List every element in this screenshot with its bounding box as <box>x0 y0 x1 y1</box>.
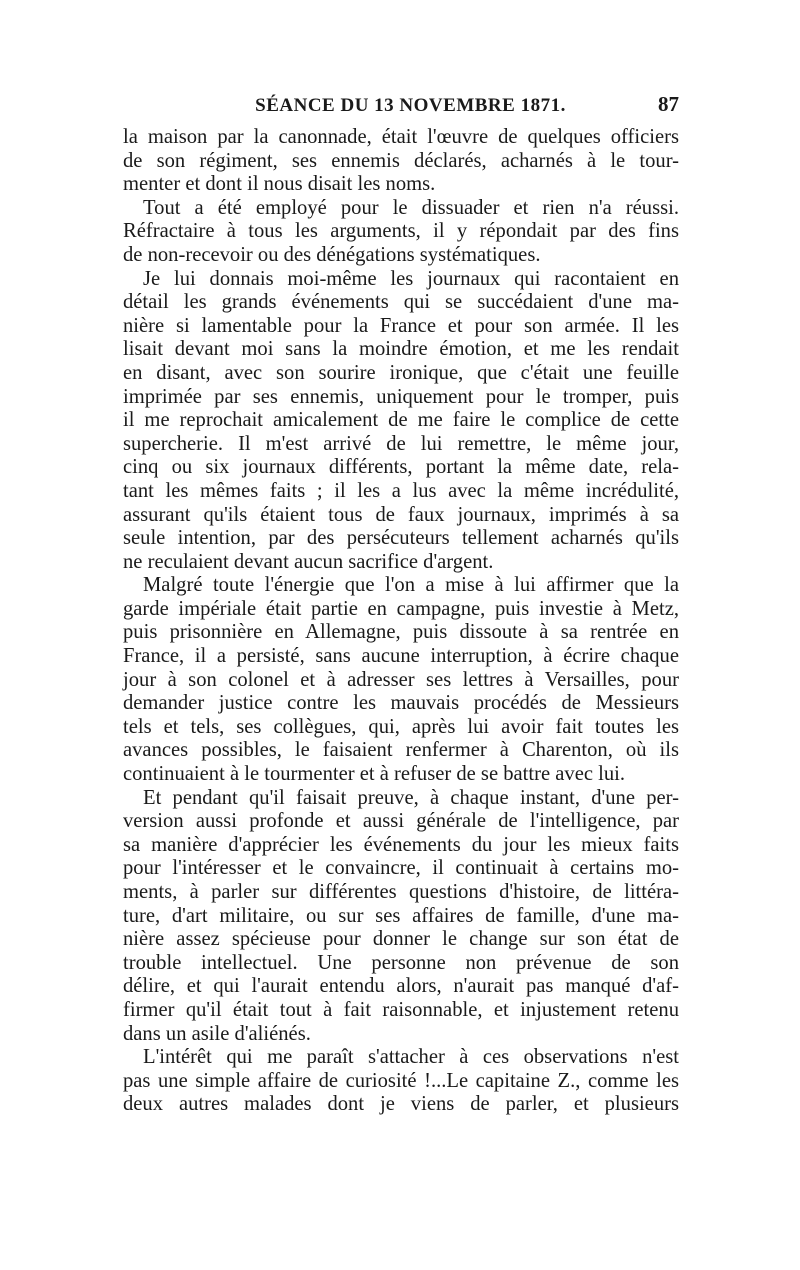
text-line: cinq ou six journaux différents, portant la même date, rela- <box>123 456 679 479</box>
text-line: demander justice contre les mauvais procédés de Messieurs <box>123 692 679 715</box>
text-line: assurant qu'ils étaient tous de faux journaux, imprimés à sa <box>123 503 679 526</box>
text-line: avances possibles, le faisaient renfermer à Charenton, où ils <box>123 739 679 762</box>
text-line: délire, et qui l'aurait entendu alors, n'aurait pas manqué d'af- <box>123 975 679 998</box>
text-line: ments, à parler sur différentes questions d'histoire, de littéra- <box>123 881 679 903</box>
page-number: 87 <box>658 92 679 116</box>
text-line: firmer qu'il était tout à fait raisonnable, et injustement retenu <box>123 998 679 1021</box>
text-line: garde impériale était partie en campagne, puis investie à Metz, <box>123 597 679 620</box>
text-line: tels et tels, ses collègues, qui, après lui avoir fait toutes les <box>123 715 679 738</box>
text-line: Malgré toute l'énergie que l'on a mise à lui affirmer que la <box>143 574 679 597</box>
text-line: la maison par la canonnade, était l'œuvre de quelques officiers <box>123 126 679 148</box>
text-line: Et pendant qu'il faisait preuve, à chaque instant, d'une per- <box>143 786 679 809</box>
text-line: seule intention, par des persécuteurs tellement acharnés qu'ils <box>123 527 679 550</box>
text-line: imprimée par ses ennemis, uniquement pour le tromper, puis <box>123 385 679 408</box>
text-line: Je lui donnais moi-même les journaux qui racontaient en <box>143 267 679 290</box>
text-line: ne reculaient devant aucun sacrifice d'argent. <box>123 550 494 573</box>
body-text <box>123 126 679 1117</box>
text-line: trouble intellectuel. Une personne non prévenue de son <box>123 951 679 974</box>
text-line: pour l'intéresser et le convaincre, il continuait à certains mo- <box>123 857 679 880</box>
text-line: continuaient à le tourmenter et à refuser de se battre avec lui. <box>123 763 626 786</box>
text-line: de non-recevoir ou des dénégations systématiques. <box>123 243 541 266</box>
page-header <box>123 92 679 120</box>
text-line: détail les grands événements qui se succédaient d'une ma- <box>123 291 679 314</box>
running-head: SÉANCE DU 13 NOVEMBRE 1871. <box>255 95 566 116</box>
text-line: Réfractaire à tous les arguments, il y répondait par des fins <box>123 220 679 243</box>
text-line: jour à son colonel et à adresser ses lettres à Versailles, pour <box>123 668 679 691</box>
text-line: nière si lamentable pour la France et pour son armée. Il les <box>123 314 679 337</box>
text-line: lisait devant moi sans la moindre émotion, et me les rendait <box>123 338 679 361</box>
text-line: il me reprochait amicalement de me faire le complice de cette <box>123 409 679 432</box>
text-line: de son régiment, ses ennemis déclarés, acharnés à le tour- <box>123 149 679 172</box>
text-line: en disant, avec son sourire ironique, que c'était une feuille <box>123 361 679 384</box>
text-line: dans un asile d'aliénés. <box>123 1022 311 1045</box>
text-line: Tout a été employé pour le dissuader et rien n'a réussi. <box>143 196 679 219</box>
text-line: supercherie. Il m'est arrivé de lui remettre, le même jour, <box>123 432 679 455</box>
text-line: puis prisonnière en Allemagne, puis dissoute à sa rentrée en <box>123 621 679 644</box>
book-page <box>123 92 679 1117</box>
text-line: nière assez spécieuse pour donner le change sur son état de <box>123 928 679 951</box>
text-line: pas une simple affaire de curiosité !...Le capitaine Z., comme les <box>123 1069 679 1092</box>
text-line: deux autres malades dont je viens de parler, et plusieurs <box>123 1093 679 1116</box>
text-line: L'intérêt qui me paraît s'attacher à ces observations n'est <box>143 1046 679 1069</box>
text-line: ture, d'art militaire, ou sur ses affaires de famille, d'une ma- <box>123 904 679 927</box>
text-line: France, il a persisté, sans aucune interruption, à écrire chaque <box>123 645 679 668</box>
text-line: version aussi profonde et aussi générale de l'intelligence, par <box>123 810 679 833</box>
text-line: menter et dont il nous disait les noms. <box>123 173 436 196</box>
text-line: sa manière d'apprécier les événements du jour les mieux faits <box>123 833 679 856</box>
text-line: tant les mêmes faits ; il les a lus avec la même incrédulité, <box>123 479 679 502</box>
